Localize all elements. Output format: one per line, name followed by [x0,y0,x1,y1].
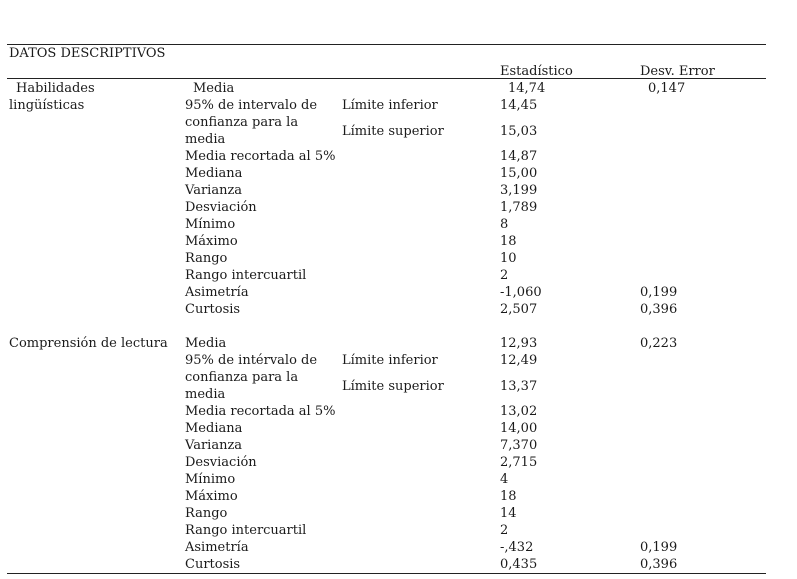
stat-error: 0,199 [640,540,678,555]
ci-label: confianza para la [185,115,299,130]
table-title: DATOS DESCRIPTIVOS [9,46,166,61]
stat-value: 2 [500,523,509,538]
stat-error: 0,396 [640,302,678,317]
ci-lower-value: 12,49 [500,353,538,368]
stat-label: Mediana [185,421,243,436]
stat-label: Máximo [185,489,238,504]
stat-label: Rango [185,251,228,266]
stat-value: 12,93 [500,336,538,351]
stat-value: 2,715 [500,455,538,470]
stat-label: Desviación [185,200,257,215]
stat-label: Media [185,336,227,351]
stat-value: 2,507 [500,302,538,317]
stat-value: 3,199 [500,183,538,198]
stat-label: Media recortada al 5% [185,149,336,164]
variable-label: lingüísticas [9,98,85,113]
stat-label: Desviación [185,455,257,470]
stat-error: 0,223 [640,336,678,351]
stat-label: Varianza [185,438,243,453]
ci-lower-label: Límite inferior [342,353,438,368]
stat-label: Asimetría [185,540,249,555]
stat-label: Rango intercuartil [185,268,307,283]
stat-value: 18 [500,489,517,504]
stat-value: 13,02 [500,404,538,419]
stat-label: Máximo [185,234,238,249]
ci-upper-label: Límite superior [342,124,444,139]
stat-label: Mediana [185,166,243,181]
ci-upper-value: 15,03 [500,124,538,139]
ci-label: media [185,387,226,402]
stat-value: 7,370 [500,438,538,453]
stat-label: Curtosis [185,557,241,572]
stat-value: 10 [500,251,517,266]
ci-lower-value: 14,45 [500,98,538,113]
ci-label: confianza para la [185,370,299,385]
header-statistic: Estadístico [500,64,573,79]
header-error: Desv. Error [640,64,715,79]
stat-value: 0,435 [500,557,538,572]
ci-label: media [185,132,226,147]
stat-value: 18 [500,234,517,249]
variable-label: Habilidades [16,81,95,96]
stat-value: -,432 [500,540,534,555]
stat-label: Mínimo [185,472,236,487]
stat-error: 0,147 [648,81,686,96]
bottom-rule [7,573,766,574]
stat-value: 15,00 [500,166,538,181]
ci-upper-value: 13,37 [500,379,538,394]
stat-error: 0,199 [640,285,678,300]
ci-upper-label: Límite superior [342,379,444,394]
stat-value: 1,789 [500,200,538,215]
stat-label: Mínimo [185,217,236,232]
stat-value: 8 [500,217,509,232]
stat-error: 0,396 [640,557,678,572]
ci-label: 95% de intervalo de [185,98,318,113]
stat-value: 14,87 [500,149,538,164]
stat-label: Rango [185,506,228,521]
variable-label: Comprensión de lectura [9,336,168,351]
stat-label: Curtosis [185,302,241,317]
ci-lower-label: Límite inferior [342,98,438,113]
stat-label: Rango intercuartil [185,523,307,538]
stat-value: 2 [500,268,509,283]
stat-value: 4 [500,472,509,487]
stat-label: Varianza [185,183,243,198]
stat-label: Media [193,81,235,96]
stat-value: 14 [500,506,517,521]
stat-value: 14,74 [508,81,546,96]
ci-label: 95% de intérvalo de [185,353,318,368]
stat-value: 14,00 [500,421,538,436]
stat-label: Asimetría [185,285,249,300]
stat-label: Media recortada al 5% [185,404,336,419]
stat-value: -1,060 [500,285,542,300]
